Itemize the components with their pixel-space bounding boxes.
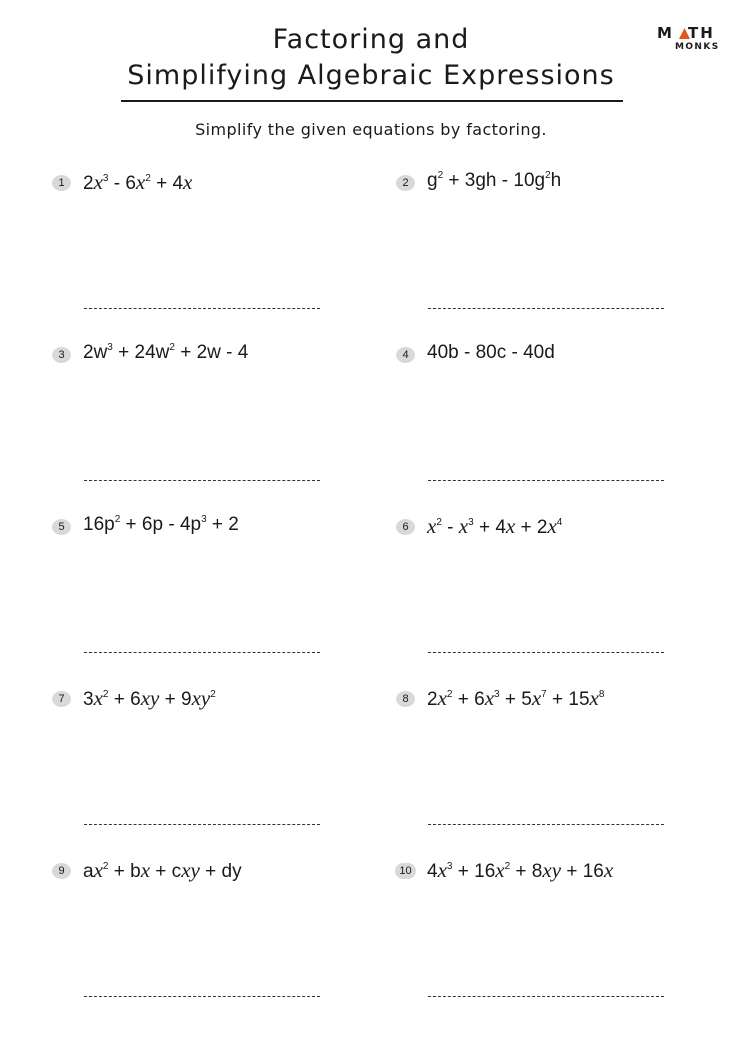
variable: x — [140, 858, 151, 882]
variable: x — [531, 686, 542, 710]
variable: x — [458, 514, 469, 538]
expression-text: + b — [108, 861, 141, 882]
expression-text: - 6 — [108, 173, 136, 194]
problem-expression — [83, 858, 242, 883]
exponent: 2 — [210, 689, 216, 700]
expression-text: h — [550, 170, 562, 191]
expression-text: + 9 — [159, 689, 192, 710]
variable: x — [437, 686, 447, 710]
expression-text: + 3gh - 10g — [443, 170, 546, 191]
expression-text: 2w — [83, 342, 108, 363]
expression-text: + 6 — [452, 689, 485, 710]
exponent: 2 — [436, 517, 442, 528]
exponent: 2 — [102, 861, 109, 872]
problem-number-badge: 7 — [52, 691, 71, 707]
problem-9 — [52, 858, 372, 1021]
expression-text: + 8 — [510, 861, 543, 882]
variable: x — [135, 170, 146, 194]
variable: x — [505, 514, 516, 538]
problem-number-badge: 8 — [396, 691, 415, 707]
exponent: 2 — [545, 170, 551, 181]
expression-text: 4 — [427, 861, 438, 882]
logo-subtext: MONKS — [675, 42, 720, 52]
problem-10 — [396, 858, 716, 1021]
variable: x — [93, 858, 103, 882]
problem-number-badge: 4 — [396, 347, 415, 363]
exponent: 2 — [114, 514, 121, 525]
problem-expression — [83, 170, 192, 195]
variable: x — [589, 686, 599, 710]
exponent: 2 — [504, 861, 511, 872]
answer-line[interactable] — [84, 996, 320, 997]
problem-number-badge: 9 — [52, 863, 71, 879]
expression-text: + 6 — [108, 689, 141, 710]
exponent: 3 — [102, 173, 109, 184]
exponent: 2 — [169, 342, 175, 353]
variable: x — [93, 170, 103, 194]
exponent: 2 — [446, 689, 453, 700]
problem-1 — [52, 170, 372, 333]
worksheet-title-line-1: Factoring and — [272, 24, 470, 55]
answer-line[interactable] — [84, 824, 320, 825]
variable: x — [484, 686, 495, 710]
problem-number-badge: 5 — [52, 519, 71, 535]
exponent: 3 — [494, 689, 500, 700]
problem-number-badge: 2 — [396, 175, 415, 191]
answer-line[interactable] — [84, 308, 320, 309]
exponent: 3 — [107, 342, 113, 353]
exponent: 8 — [598, 689, 605, 700]
problem-4 — [396, 342, 716, 505]
answer-line[interactable] — [428, 996, 664, 997]
variable: xy — [140, 686, 160, 710]
answer-line[interactable] — [428, 824, 664, 825]
exponent: 3 — [201, 514, 207, 525]
answer-line[interactable] — [428, 308, 664, 309]
exponent: 3 — [468, 517, 474, 528]
expression-text: 3 — [83, 689, 94, 710]
problem-expression — [427, 858, 613, 883]
variable: x — [183, 170, 193, 194]
problem-expression — [83, 514, 239, 536]
instructions: Simplify the given equations by factoring. — [195, 120, 547, 139]
problem-5 — [52, 514, 372, 677]
logo-text-m: M — [657, 24, 674, 42]
expression-text: + 16 — [561, 861, 604, 882]
problem-6 — [396, 514, 716, 677]
answer-line[interactable] — [428, 480, 664, 481]
exponent: 2 — [145, 173, 151, 184]
expression-text: + 5 — [499, 689, 532, 710]
expression-text: + 2 — [515, 517, 548, 538]
problem-7 — [52, 686, 372, 849]
expression-text: + 6p - 4p — [120, 514, 202, 535]
title-underline — [121, 100, 623, 102]
problem-expression — [427, 514, 562, 539]
variable: x — [93, 686, 103, 710]
variable: xy — [181, 858, 200, 882]
expression-text: + 24w — [112, 342, 170, 363]
problem-number-badge: 1 — [52, 175, 71, 191]
variable: xy — [542, 858, 562, 882]
math-monks-logo — [655, 24, 720, 56]
variable: x — [547, 514, 557, 538]
expression-text: + 15 — [546, 689, 590, 710]
problem-3 — [52, 342, 372, 505]
expression-text: 40b - 80c - 40d — [427, 342, 555, 363]
answer-line[interactable] — [84, 480, 320, 481]
problem-expression — [427, 686, 604, 711]
problem-expression — [83, 342, 248, 364]
exponent: 2 — [102, 689, 109, 700]
problem-expression — [83, 686, 216, 711]
expression-text: + c — [150, 861, 182, 882]
answer-line[interactable] — [84, 652, 320, 653]
problem-number-badge: 3 — [52, 347, 71, 363]
expression-text: + 16 — [452, 861, 496, 882]
problem-2 — [396, 170, 716, 333]
exponent: 3 — [446, 861, 453, 872]
variable: xy — [191, 686, 211, 710]
expression-text: - — [441, 517, 459, 538]
exponent: 2 — [437, 170, 444, 181]
expression-text: g — [427, 170, 438, 191]
worksheet-title-line-2: Simplifying Algebraic Expressions — [127, 60, 615, 91]
expression-text: 2 — [427, 689, 438, 710]
expression-text: + 2 — [206, 514, 239, 535]
logo-text-th: TH — [688, 24, 715, 42]
variable: x — [427, 514, 437, 538]
expression-text: + 4 — [150, 173, 184, 194]
variable: x — [437, 858, 447, 882]
expression-text: a — [83, 861, 94, 882]
expression-text: + dy — [199, 861, 242, 882]
exponent: 4 — [556, 517, 563, 528]
problem-expression — [427, 170, 561, 192]
expression-text: 16p — [83, 514, 115, 535]
expression-text: 2 — [83, 173, 94, 194]
variable: x — [603, 858, 614, 882]
expression-text: + 4 — [473, 517, 506, 538]
problem-expression — [427, 342, 555, 364]
problem-8 — [396, 686, 716, 849]
problem-number-badge: 10 — [395, 863, 416, 879]
exponent: 7 — [541, 689, 547, 700]
problem-number-badge: 6 — [396, 519, 415, 535]
variable: x — [495, 858, 505, 882]
expression-text: + 2w - 4 — [174, 342, 249, 363]
answer-line[interactable] — [428, 652, 664, 653]
